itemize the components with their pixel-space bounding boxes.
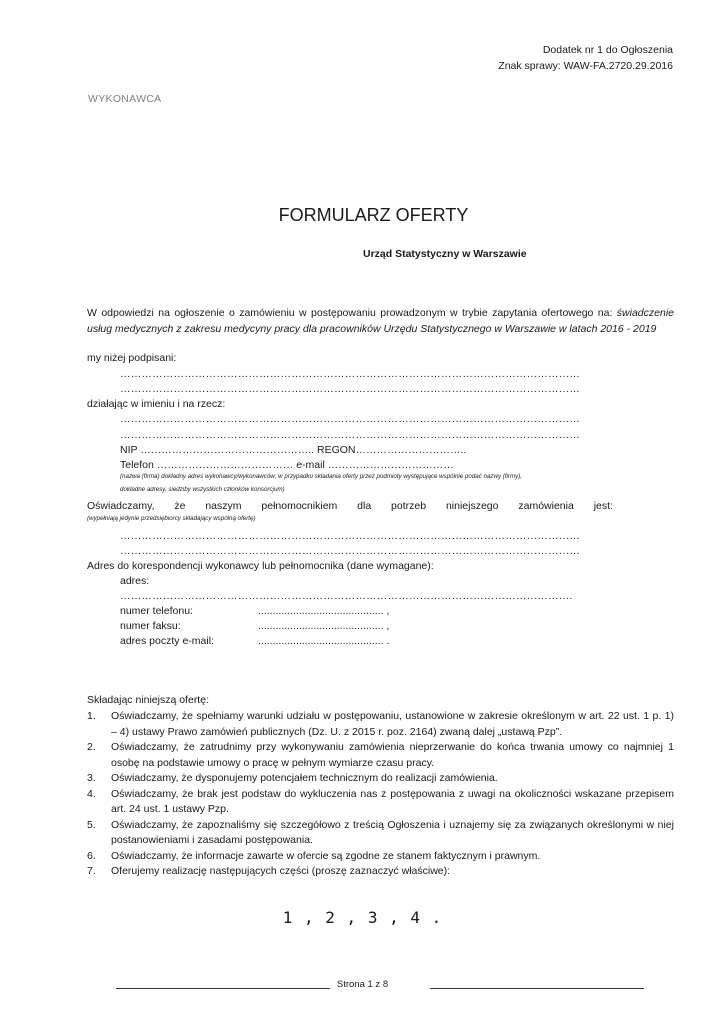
case-number: Znak sprawy: WAW-FA.2720.29.2016 xyxy=(498,60,673,72)
contractor-note-2: dokładne adresy, siedziby wszystkich członków konsorcjum) xyxy=(120,486,285,493)
page-title: FORMULARZ OFERTY xyxy=(278,205,469,225)
proxy-word: potrzeb xyxy=(391,500,427,512)
declaration-item xyxy=(87,849,674,865)
signatories-label: my niżej podpisani: xyxy=(87,352,177,364)
proxy-statement xyxy=(87,500,613,512)
annex-label: Dodatek nr 1 do Ogłoszenia xyxy=(542,44,673,56)
contractor-note-1: (nazwa (firma) dokładny adres wykonawcy/wykonawców; w przypadku składania oferty przez podmioty występujące wspólnie podać nazwy (firmy), xyxy=(120,473,523,480)
item-text: Oświadczamy, że zatrudnimy przy wykonywaniu zamówienia nieprzerwanie do końca trwania umowy co najmniej 1 osobę na podstawie umowy o pracę w pełnym wymiarze czasu pracy. xyxy=(111,741,674,769)
item-number: 5. xyxy=(87,818,96,831)
phone-email-field[interactable]: Telefon ………………………………… e-mail ……………………………… xyxy=(120,459,454,471)
proxy-line-1[interactable]: ………………………………………………………………………………………………………………… xyxy=(120,530,581,542)
acting-on-behalf-label: działając w imieniu i na rzecz: xyxy=(87,398,226,410)
recipient-name: Urząd Statystyczny w Warszawie xyxy=(363,248,527,260)
proxy-word: Oświadczamy, xyxy=(87,500,155,512)
proxy-word: że xyxy=(174,500,186,512)
item-number: 7. xyxy=(87,865,96,877)
contractor-line-1[interactable]: ………………………………………………………………………………………………………………… xyxy=(120,413,581,425)
signatory-line-2[interactable]: ………………………………………………………………………………………………………………… xyxy=(120,383,581,395)
fax-label: numer faksu: xyxy=(120,620,181,632)
intro-text: W odpowiedzi na ogłoszenie o zamówieniu w postępowaniu prowadzonym w trybie zapytania ofertowego na: xyxy=(87,307,617,319)
declaration-item xyxy=(87,709,674,740)
fax-field[interactable]: ........................................... , xyxy=(258,620,390,632)
declaration-item xyxy=(87,771,674,787)
signatory-line-1[interactable]: ………………………………………………………………………………………………………………… xyxy=(120,368,581,380)
address-field[interactable]: ………………………………………………………………………………………………………………. xyxy=(120,590,573,602)
item-text: Oświadczamy, że dysponujemy potencjałem technicznym do realizacji zamówienia. xyxy=(111,772,498,784)
proxy-word: zamówienia xyxy=(518,500,574,512)
declarations-intro: Składając niniejszą ofertę: xyxy=(87,694,209,706)
item-number: 3. xyxy=(87,772,96,784)
proxy-line-2[interactable]: ………………………………………………………………………………………………………………… xyxy=(120,545,581,557)
declaration-item xyxy=(87,740,674,771)
declaration-item xyxy=(87,818,674,849)
proxy-note: (wypełniają jedynie przedsiębiorcy składający wspólną ofertę) xyxy=(87,515,256,522)
contractor-line-2[interactable]: ………………………………………………………………………………………………………………… xyxy=(120,429,581,441)
proxy-word: jest: xyxy=(593,500,613,512)
page-number: Strona 1 z 8 xyxy=(336,979,389,990)
email-field[interactable]: ........................................... . xyxy=(258,635,390,647)
phone-field[interactable]: ........................................... , xyxy=(258,605,390,617)
item-number: 2. xyxy=(87,741,96,753)
item-number: 6. xyxy=(87,849,96,862)
declaration-item xyxy=(87,787,674,818)
item-text: Oświadczamy, że informacje zawarte w ofercie są zgodne ze stanem faktycznym i prawnym. xyxy=(111,849,541,862)
proxy-word: niniejszego xyxy=(445,500,499,512)
proxy-word: dla xyxy=(357,500,372,512)
proxy-word: naszym xyxy=(205,500,242,512)
declarations-list xyxy=(87,709,674,880)
intro-paragraph xyxy=(87,306,674,337)
item-number: 1. xyxy=(87,710,96,722)
item-text: Oświadczamy, że brak jest podstaw do wykluczenia nas z postępowania z uwagi na okoliczności wskazane przepisem art. 24 ust. 1 ustawy Pzp. xyxy=(111,787,674,815)
parts-selection[interactable]: 1 , 2 , 3 , 4 . xyxy=(282,908,443,927)
item-text: Oferujemy realizację następujących części (proszę zaznaczyć właściwe): xyxy=(111,865,451,877)
intro-subject: świadczenie usług medycznych z zakresu medycyny pracy dla pracowników Urzędu Statystycznego w Warszawie w latach 2016 - 2019 xyxy=(87,307,674,335)
phone-label: numer telefonu: xyxy=(120,605,193,617)
email-label: adres poczty e-mail: xyxy=(120,635,214,647)
item-number: 4. xyxy=(87,787,96,800)
item-text: Oświadczamy, że spełniamy warunki udziału w postępowaniu, ustanowione w zakresie określonym w art. 22 ust. 1 p. 1) – 4) ustawy Prawo zamówień publicznych (Dz. U. z 2015 r. poz. 2164) zwaną dalej „ustawą Pzp”. xyxy=(111,710,674,738)
item-text: Oświadczamy, że zapoznaliśmy się szczegółowo z treścią Ogłoszenia i uznajemy się za związanych określonymi w niej postanowieniami i zasadami postępowania. xyxy=(111,818,674,846)
nip-regon-field[interactable]: NIP ………………………………………….. REGON………………………….. xyxy=(120,444,467,456)
correspondence-label: Adres do korespondencji wykonawcy lub pełnomocnika (dane wymagane): xyxy=(87,560,434,572)
declaration-item xyxy=(87,864,674,880)
proxy-word: pełnomocnikiem xyxy=(261,500,338,512)
contractor-label: WYKONAWCA xyxy=(88,93,162,105)
address-label: adres: xyxy=(120,575,150,587)
